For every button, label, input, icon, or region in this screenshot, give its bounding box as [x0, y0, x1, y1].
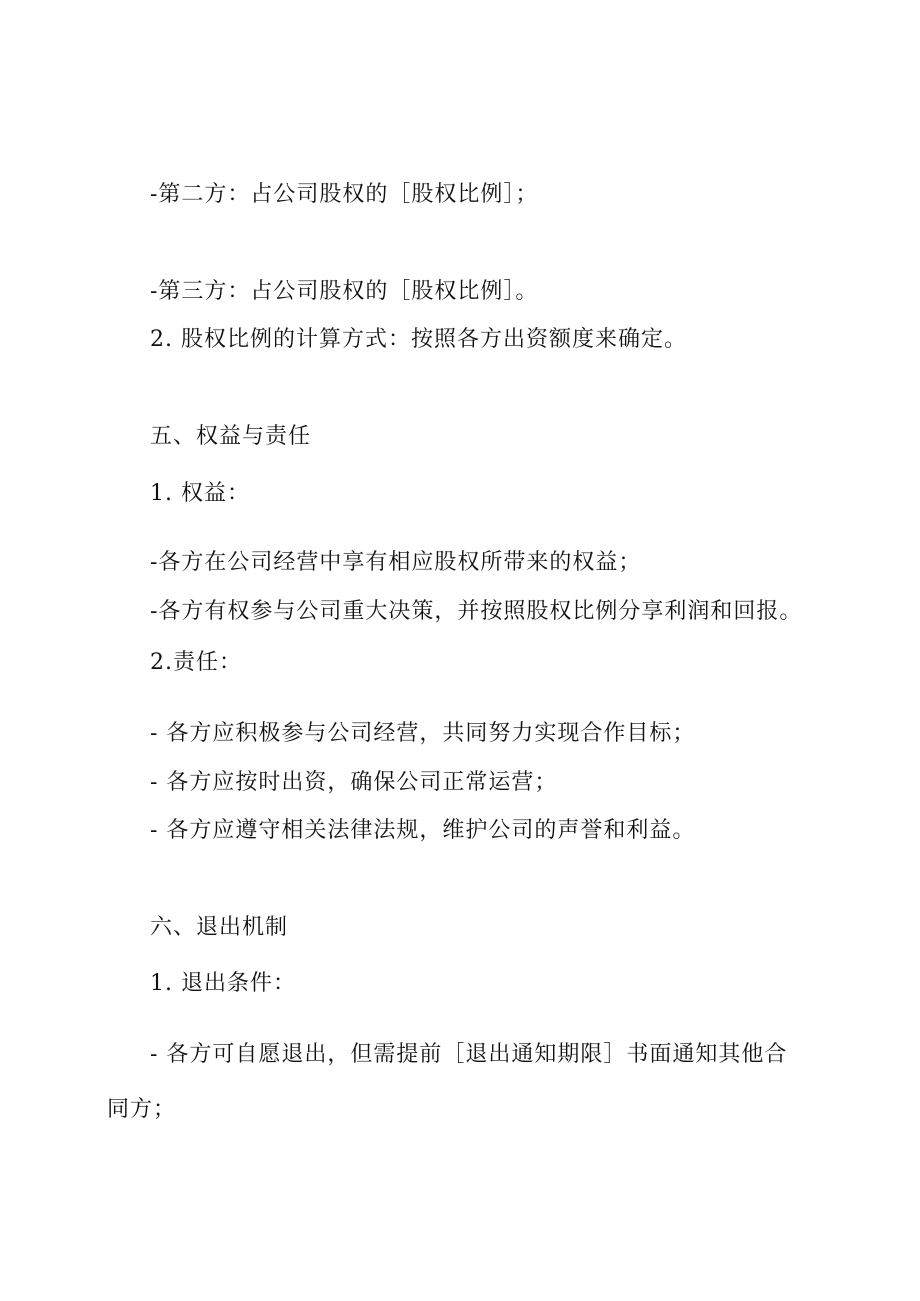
section-heading: 六、退出机制: [150, 915, 289, 940]
list-item: - 各方应按时出资，确保公司正常运营；: [150, 770, 558, 795]
list-item: -各方在公司经营中享有相应股权所带来的权益；: [150, 550, 642, 575]
subsection-heading: 1. 权益：: [150, 481, 250, 506]
list-item: - 各方应积极参与公司经营，共同努力实现合作目标；: [150, 721, 696, 746]
list-item: - 各方应遵守相关法律法规，维护公司的声誉和利益。: [150, 818, 696, 843]
list-item: - 各方可自愿退出，但需提前［退出通知期限］书面通知其他合: [150, 1042, 788, 1067]
section-heading: 五、权益与责任: [150, 424, 312, 449]
list-item: -第二方：占公司股权的［股权比例］；: [150, 182, 539, 207]
list-item-continuation: 同方；: [107, 1097, 177, 1122]
subsection-heading: 1. 退出条件：: [150, 971, 296, 996]
list-item: -各方有权参与公司重大决策，并按照股权比例分享利润和回报。: [150, 599, 803, 624]
list-item: 2. 股权比例的计算方式：按照各方出资额度来确定。: [150, 327, 687, 352]
list-item: -第三方：占公司股权的［股权比例］。: [150, 279, 539, 304]
subsection-heading: 2.责任：: [150, 650, 242, 675]
